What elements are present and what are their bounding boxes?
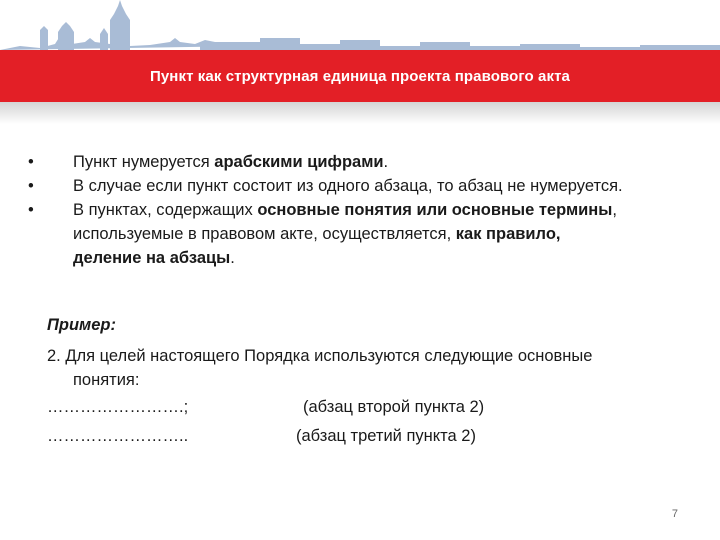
example-paragraph: 2. Для целей настоящего Порядка используются следующие основные понятия: [47, 347, 593, 389]
bullet-item: • Пункт нумеруется арабскими цифрами. [28, 150, 698, 174]
slide-title: Пункт как структурная единица проекта правового акта [149, 67, 570, 85]
example-row-note: (абзац третий пункта 2) [296, 427, 476, 445]
bullet-icon: • [28, 177, 34, 195]
example-row-dots: …………………….; [47, 398, 189, 416]
example-row-dots: …………………….. [47, 427, 189, 445]
bullet-icon: • [28, 153, 34, 171]
bullet-item: • В случае если пункт состоит из одного абзаца, то абзац не нумеруется. [28, 174, 698, 198]
example-heading: Пример: [47, 316, 116, 334]
bullet-list [28, 150, 698, 270]
title-banner [0, 50, 720, 102]
banner-shadow [0, 102, 720, 124]
bullet-icon: • [28, 201, 34, 219]
bullet-item: • В пунктах, содержащих основные понятия или основные термины, используемые в правовом акте, осуществляется, как правило, деление на абзацы. [28, 198, 698, 270]
example-row-note: (абзац второй пункта 2) [303, 398, 485, 416]
page-number: 7 [671, 508, 678, 520]
